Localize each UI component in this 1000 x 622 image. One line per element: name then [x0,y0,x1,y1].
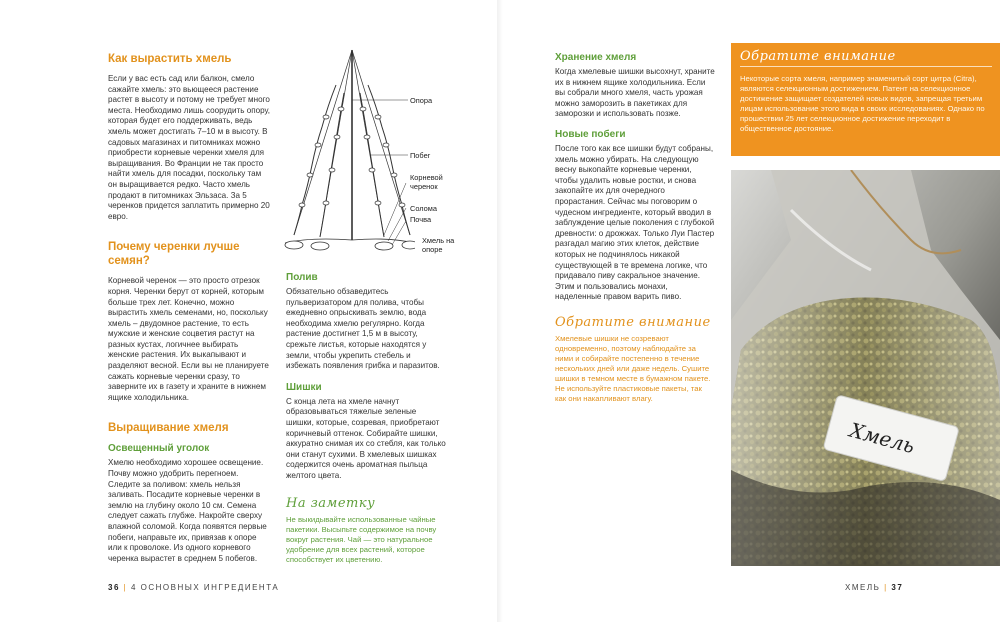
note-heading: На заметку [286,495,376,511]
photo-label-text: Хмель [847,417,918,459]
attention1-heading: Обратите внимание [555,314,711,330]
cones-heading: Шишки [286,381,322,393]
label-hop-on-support: Хмель на опоре [422,236,455,254]
new-shoots-text: После того как все шишки будут собраны, хмель можно убирать. На следующую весну выкопайте корневые черенки, чтобы удалить новые ростки, и снова закопайте их для очередного прорастания. Сейчас мы поговорим о чудесном ингредиенте, который вводил в заблуждение целые поколения с глубокой древности: о дрожжах. Только Луи Пастер разгадал магию этих клеток, действие которых не подчинялось никакой существующей в те времена логике, что придавало пиву сакральное значение. Этим и пользовались монахи, наделенные правом варить пиво. [555,143,715,302]
left-column-1 [108,52,270,564]
right-footer-separator: | [884,583,888,592]
cultivation-heading: Выращивание хмеля [108,422,229,435]
left-footer-separator: | [123,583,128,592]
hops-bag-photo [731,170,1000,566]
cones-text: С конца лета на хмеле начнут образовываться тяжелые зеленые шишки, которые, созревая, приобретают коричневый оттенок. Собирайте шишки, аккуратно снимая их со стебля, как только они станут сухими. В хмелевых шишках содержится очень ароматная пыльца желтого цвета. [286,396,446,480]
left-page-number: 36 [108,583,120,592]
why-text: Корневой черенок — это просто отрезок корня. Черенки берут от корней, которым больше трех лет. Конечно, можно вырастить хмель семенами, но, поскольку хмель – двудомное растение, то есть мужские и женские соцветия растут на разных кустах, логичнее выбирать женские растения. Их выкапывают и разделяют весной. Если вы не планируете сажать корневые черенки сразу, то заверните их в газету и храните в нижнем ящике холодильника. [108,276,269,402]
watering-text: Обязательно обзаведитесь пульверизатором для полива, чтобы ежедневно опрыскивать землю, вода необходима хмелю регулярно. Когда растение достигнет 1,5 м в высоту, срежьте листья, которые находятся у земли, чтобы укрепить стебель и избежать появления грибка и паразитов. [286,287,440,371]
storage-heading: Хранение хмеля [555,52,637,63]
attention2-text: Некоторые сорта хмеля, например знаменитый сорт цитра (Citra), являются селекционным достижением. Патент на селекционное достижение защищает создателей новых видов, запрещая третьим лицам использование этого вида в своих исследованиях. Однако по прошествии 25 лет селекционное достижение переходит в общественное достояние. [740,74,985,134]
label-soil: Почва [410,215,432,224]
right-page-number: 37 [891,583,904,592]
attention2-heading: Обратите внимание [740,49,896,64]
why-heading: Почему черенки лучше семян? [108,241,240,268]
right-column [555,52,715,405]
box-divider [740,66,992,67]
grow-heading: Как вырастить хмель [108,53,232,65]
left-footer [108,583,279,592]
new-shoots-heading: Новые побеги [555,128,626,140]
grow-text: Если у вас есть сад или балкон, смело сажайте хмель: это вьющееся растение растет в высоту и потому не требует много места. Необходимо лишь соорудить опору, которая будет его поддерживать, ведь хмель может достигать 7–10 м в высоту. В садовых магазинах и питомниках можно приобрести корневые черенки хмеля для выращивания. Во Франции не так просто найти хмель для посадки, поскольку там он выращивается редко. Часто хмель продают в питомниках Эльзаса. За 5 черенков придется заплатить примерно 20 евро. [108,74,271,221]
label-support: Опора [410,96,433,105]
soil-line [285,239,414,243]
label-shoot: Побег [410,151,431,160]
cultivation-text: Хмелю необходимо хорошее освещение. Почву можно удобрить перегноем. Следите за поливом: хмель нельзя заливать. Посадите корневые черенки в землю на глубину около 10 см. Семена следует сажать глубже. Накройте сверху влажной соломой. Когда появятся первые побеги, направьте их, привязав к опоре или к проволоке. Из одного корневого черенка вырастет в среднем 5 побегов. [108,458,267,563]
label-straw: Солома [410,204,437,213]
cultivation-subheading: Освещенный уголок [108,443,210,455]
storage-text: Когда хмелевые шишки высохнут, храните их в нижнем ящике холодильника. Если вы собрали много хмеля, часть урожая можно заморозить в пакетиках для заморозки и использовать позже. [555,67,715,119]
hops-bag-illustration [731,170,1000,566]
attention1-text: Хмелевые шишки не созревают одновременно, поэтому наблюдайте за ними и собирайте постепенно в течение нескольких дней или даже недель. Сушите шишки в темном месте в бумажном пакете. Не используйте пластиковые пакеты, так как они накапливают влагу. [555,333,711,404]
right-footer [845,583,903,592]
left-column-2 [286,272,446,565]
page-gutter [497,0,503,622]
watering-heading: Полив [286,272,318,283]
left-footer-text: 4 ОСНОВНЫХ ИНГРЕДИЕНТА [130,583,280,592]
hop-support-diagram [280,45,415,260]
right-footer-text: ХМЕЛЬ [845,583,881,592]
label-cutting: Корневой черенок [410,173,443,191]
attention-box [731,43,1000,156]
note-text: Не выкидывайте использованные чайные пакетики. Высыпьте содержимое на почву вокруг растения. Чай — это натуральное удобрение для всех растений, которое способствует их цветению. [286,514,437,564]
